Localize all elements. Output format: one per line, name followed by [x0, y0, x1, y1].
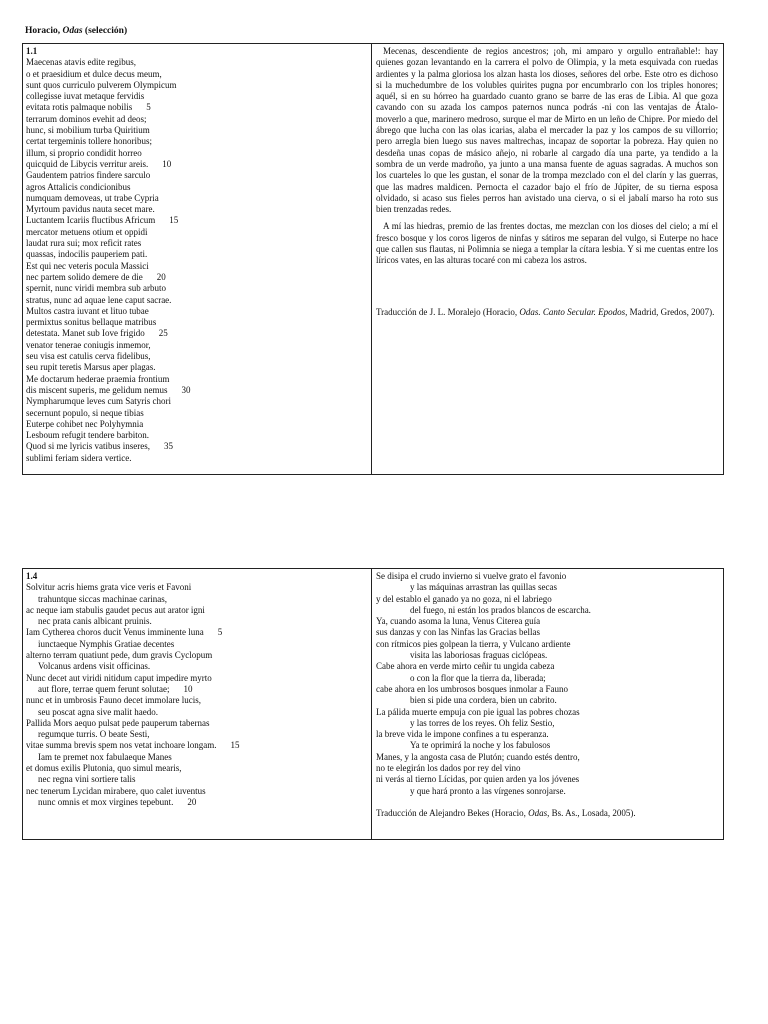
verse-text: vitae summa brevis spem nos vetat inchoare longam.: [26, 740, 217, 751]
verse-line: [26, 752, 367, 763]
verse-text: Euterpe cohibet nec Polyhymnia: [26, 418, 144, 429]
line-number: 5: [146, 102, 151, 113]
verse-line: [26, 159, 367, 170]
verse-text: numquam demoveas, ut trabe Cypria: [26, 192, 159, 203]
verse-line: [26, 351, 367, 362]
verse-line: [26, 786, 367, 797]
verse-text: nunc omnis et mox virgines tepebunt.: [38, 796, 174, 807]
poem-number: 1.4: [26, 571, 38, 581]
verse-line: [26, 718, 367, 729]
verse-text: nunc et in umbrosis Fauno decet immolare lucis,: [26, 695, 201, 706]
verse-line: [26, 707, 367, 718]
verse-text: Solvitur acris hiems grata vice veris et Favoni: [26, 582, 192, 593]
verse-line: [26, 170, 367, 181]
verse-line: [26, 148, 367, 159]
translation-line: ni verás al tierno Lícidas, por quien arden ya los jóvenes: [376, 774, 580, 785]
verse-line: [26, 182, 367, 193]
attribution-suffix: , Madrid, Gredos, 2007).: [625, 306, 715, 317]
verse-text: evitata rotis palmaque nobilis: [26, 102, 133, 113]
verse-line: [26, 215, 367, 226]
verse-line: [26, 430, 367, 441]
verse-text: nec tenerum Lycidan mirabere, quo calet iuventus: [26, 785, 206, 796]
verse-line: [26, 69, 367, 80]
line-number: 15: [169, 215, 179, 226]
translation-attribution: [376, 307, 718, 318]
translation-line: Ya, cuando asoma la luna, Venus Citerea guía: [376, 616, 541, 627]
translation-line: o con la flor que la tierra da, liberada;: [410, 672, 546, 683]
attribution-suffix: , Bs. As., Losada, 2005).: [547, 807, 636, 818]
translation-attribution: [376, 808, 718, 819]
verse-line: [26, 340, 367, 351]
verse-line: [26, 627, 367, 638]
title-author: Horacio,: [25, 26, 63, 36]
verse-line: [26, 582, 367, 593]
line-number: 10: [162, 158, 172, 169]
verse-text: Gaudentem patrios findere sarculo: [26, 170, 151, 181]
verse-text: sunt quos curriculo pulverem Olympicum: [26, 79, 177, 90]
verse-line: [26, 594, 367, 605]
verse-text: quicquid de Libycis verritur areis.: [26, 158, 149, 169]
verse-text: o et praesidium et dulce decus meum,: [26, 68, 162, 79]
verse-text: laudat rura sui; mox reficit rates: [26, 238, 142, 249]
translation-line: del fuego, ni están los prados blancos de escarcha.: [410, 604, 591, 615]
line-number: 35: [163, 441, 173, 452]
verse-text: Myrtoum pavidus nauta secet mare.: [26, 204, 155, 215]
verse-line: [26, 249, 367, 260]
line-number: 5: [217, 627, 223, 638]
verse-text: Est qui nec veteris pocula Massici: [26, 260, 149, 271]
verse-text: certat tergeminis tollere honoribus;: [26, 136, 153, 147]
verse-text: Lesboum refugit tendere barbiton.: [26, 430, 149, 441]
verse-line: [26, 385, 367, 396]
verse-line: [26, 80, 367, 91]
verse-text: collegisse iuvat metaque fervidis: [26, 91, 145, 102]
verse-text: iunctaeque Nymphis Gratiae decentes: [38, 638, 175, 649]
verse-line: [26, 317, 367, 328]
attribution-prefix: Traducción de J. L. Moralejo (Horacio,: [376, 306, 520, 317]
verse-line: [26, 695, 367, 706]
verse-line: [26, 605, 367, 616]
verse-line: [26, 193, 367, 204]
verse-text: spernit, nunc viridi membra sub arbuto: [26, 283, 166, 294]
line-number: 30: [181, 384, 191, 395]
verse-text: secernunt populo, si neque tibias: [26, 407, 144, 418]
latin-verses: [26, 582, 367, 808]
translation-paragraph: A mí las hiedras, premio de las frentes doctas, me mezclan con los dioses del cielo; a mí el fresco bosque y los coros ligeros de ninfas y sátiros me separan del vulgo, si Euterpe no hace que callen sus flautas, ni Polimnia se niega a templar la cítara lesbia. Y si me cuentas entre los líricos vates, en las alturas tocaré con mi cabeza los astros.: [376, 221, 718, 266]
translation-line: La pálida muerte empuja con pie igual las pobres chozas: [376, 706, 580, 717]
translation-line: y las máquinas arrastran las quillas secas: [410, 582, 557, 593]
verse-line: [26, 91, 367, 102]
verse-line: [26, 396, 367, 407]
title-work: Odas: [62, 26, 83, 36]
verse-text: seu rupit teretis Marsus aper plagas.: [26, 362, 156, 373]
translation-line: y las torres de los reyes. Oh feliz Sestio,: [410, 717, 555, 728]
translation-line: bien si pide una cordera, bien un cabrito.: [410, 695, 557, 706]
verse-text: mercator metuens otium et oppidi: [26, 226, 148, 237]
verse-line: [26, 419, 367, 430]
verse-line: [26, 729, 367, 740]
verse-line: [26, 283, 367, 294]
translation-line: y del establo el ganado ya no goza, ni el labriego: [376, 593, 552, 604]
translation-line: la breve vida le impone confines a tu esperanza.: [376, 729, 549, 740]
verse-text: alterno terram quatiunt pede, dum gravis Cyclopum: [26, 650, 213, 661]
verse-text: Multos castra iuvant et lituo tubae: [26, 305, 149, 316]
verse-line: [26, 673, 367, 684]
verse-line: [26, 125, 367, 136]
latin-column-1-1: [23, 44, 372, 474]
verse-text: Iam Cytherea choros ducit Venus imminente luna: [26, 627, 204, 638]
translation-line: con rítmicos pies golpean la tierra, y Vulcano ardiente: [376, 638, 571, 649]
attribution-title: Odas: [528, 807, 548, 818]
verse-line: [26, 639, 367, 650]
latin-column-1-4: [23, 569, 372, 839]
verse-text: Nunc decet aut viridi nitidum caput impedire myrto: [26, 672, 212, 683]
verse-text: trahuntque siccas machinae carinas,: [38, 593, 167, 604]
verse-line: [26, 306, 367, 317]
verse-text: ac neque iam stabulis gaudet pecus aut arator igni: [26, 604, 205, 615]
verse-line: [26, 204, 367, 215]
verse-text: nec regna vini sortiere talis: [38, 774, 136, 785]
verse-line: [26, 661, 367, 672]
verse-line: [26, 328, 367, 339]
verse-text: illum, si proprio condidit horreo: [26, 147, 142, 158]
translation-line: y que hará pronto a las vírgenes sonrojarse.: [410, 785, 566, 796]
verse-text: detestata. Manet sub Iove frigido: [26, 328, 145, 339]
translation-line: visita las laboriosas fraguas ciclópeas.: [410, 650, 548, 661]
verse-line: [26, 374, 367, 385]
verse-text: Iam te premet nox fabulaeque Manes: [38, 751, 172, 762]
verse-line: [26, 763, 367, 774]
verse-line: [26, 102, 367, 113]
verse-line: [26, 650, 367, 661]
line-number: 20: [156, 271, 166, 282]
verse-text: quassas, indocilis pauperiem pati.: [26, 249, 148, 260]
verse-line: [26, 238, 367, 249]
verse-text: seu poscat agna sive malit haedo.: [38, 706, 158, 717]
latin-verses: [26, 57, 367, 464]
verse-line: [26, 616, 367, 627]
verse-text: venator tenerae coniugis inmemor,: [26, 339, 151, 350]
verse-text: nec prata canis albicant pruinis.: [38, 616, 152, 627]
verse-line: [26, 227, 367, 238]
ode-1-4-table: [22, 568, 724, 840]
verse-text: dis miscent superis, me gelidum nemus: [26, 384, 168, 395]
spanish-column-1-1: [372, 44, 723, 474]
verse-text: nec partem solido demere de die: [26, 271, 143, 282]
translation-line: sus danzas y con las Ninfas las Gracias bellas: [376, 627, 540, 638]
verse-line: [26, 740, 367, 751]
verse-text: hunc, si mobilium turba Quiritium: [26, 125, 150, 136]
ode-1-1-table: [22, 43, 724, 475]
verse-line: [26, 272, 367, 283]
translation-line: cabe ahora en los umbrosos bosques inmolar a Fauno: [376, 683, 568, 694]
verse-line: [26, 295, 367, 306]
translation-verses: [376, 571, 718, 797]
verse-line: [26, 408, 367, 419]
translation-line: Ya te oprimirá la noche y los fabulosos: [410, 740, 551, 751]
line-number: 20: [187, 796, 197, 807]
line-number: 15: [230, 740, 240, 751]
verse-line: [26, 57, 367, 68]
verse-line: [26, 261, 367, 272]
verse-line: [26, 797, 367, 808]
spanish-column-1-4: [372, 569, 723, 839]
verse-text: permixtus sonitus bellaque matribus: [26, 317, 157, 328]
attribution-prefix: Traducción de Alejandro Bekes (Horacio,: [376, 807, 529, 818]
line-number: 25: [158, 328, 168, 339]
translation-line: Manes, y la angosta casa de Plutón; cuando estés dentro,: [376, 751, 580, 762]
translation-paragraph: Mecenas, descendiente de regios ancestros; ¡oh, mi amparo y orgullo entrañable!: hay quienes gozan levantando en la carrera el polvo de Olimpia, y la meta esquivada con ruedas ardientes y la palma gloriosa los alzan hasta los dioses, señores del orbe. Este otro es dichoso si la muchedumbre de los volubles quirites pugna por encumbrarlo con los triples honores; aquél, si en su hórreo ha guardado cuanto grano se barre de las eras de Libia. Al que goza cavando con su azada los campos paternos nunca podrás -ni con las ventajas de Átalo- moverlo a que, marinero medroso, surque el mar de Mirto en un leño de Chipre. Por miedo del ábrego que lucha con las olas icarias, alaba el mercader la paz y los campos de su villorrio; pero arregla bien luego sus naves maltrechas, incapaz de soportar la pobreza. Hay quien no desdeña unas copas de másico añejo, ni robarle al cargado día una parte, ya tendido a la sombra de un verde madroño, ya junto a una mansa fuente de aguas sagradas. A muchos son los cuarteles lo que les gustan, el sonar de la trompa mezclado con el del clarín y las guerras, que las madres maldicen. Pernocta el cazador bajo el frío de Júpiter, de su tierna esposa olvidado, si acaso sus fieles perros han avistado una cierva, o si el jabalí marso ha roto sus bien trenzadas redes.: [376, 46, 718, 215]
verse-text: Nympharumque leves cum Satyris chori: [26, 396, 171, 407]
verse-line: [26, 441, 367, 452]
verse-line: [26, 453, 367, 464]
verse-text: aut flore, terrae quem ferunt solutae;: [38, 683, 170, 694]
attribution-title: Odas. Canto Secular. Epodos: [519, 306, 626, 317]
verse-text: Pallida Mors aequo pulsat pede pauperum tabernas: [26, 717, 210, 728]
translation-line: Se disipa el crudo invierno si vuelve grato el favonio: [376, 571, 567, 581]
title-suffix: (selección): [82, 26, 128, 36]
verse-line: [26, 362, 367, 373]
verse-text: terrarum dominos evehit ad deos;: [26, 113, 147, 124]
document-title: [25, 25, 127, 37]
verse-text: Maecenas atavis edite regibus,: [26, 57, 136, 68]
line-number: 10: [183, 683, 193, 694]
verse-line: [26, 684, 367, 695]
translation-line: no te elegirán los dados por rey del vino: [376, 763, 521, 774]
verse-text: Luctantem Icariis fluctibus Africum: [26, 215, 156, 226]
translation-line: Cabe ahora en verde mirto ceñir tu ungida cabeza: [376, 661, 555, 672]
verse-text: Volcanus ardens visit officinas.: [38, 661, 151, 672]
verse-line: [26, 114, 367, 125]
verse-text: agros Attalicis condicionibus: [26, 181, 131, 192]
verse-text: et domus exilis Plutonia, quo simul mearis,: [26, 763, 182, 774]
verse-text: seu visa est catulis cerva fidelibus,: [26, 351, 151, 362]
verse-line: [26, 774, 367, 785]
verse-text: Me doctarum hederae praemia frontium: [26, 373, 170, 384]
verse-text: regumque turris. O beate Sesti,: [38, 729, 150, 740]
poem-number: 1.1: [26, 46, 38, 56]
verse-text: stratus, nunc ad aquae lene caput sacrae.: [26, 294, 172, 305]
verse-text: Quod si me lyricis vatibus inseres,: [26, 441, 150, 452]
verse-line: [26, 136, 367, 147]
verse-text: sublimi feriam sidera vertice.: [26, 452, 132, 463]
